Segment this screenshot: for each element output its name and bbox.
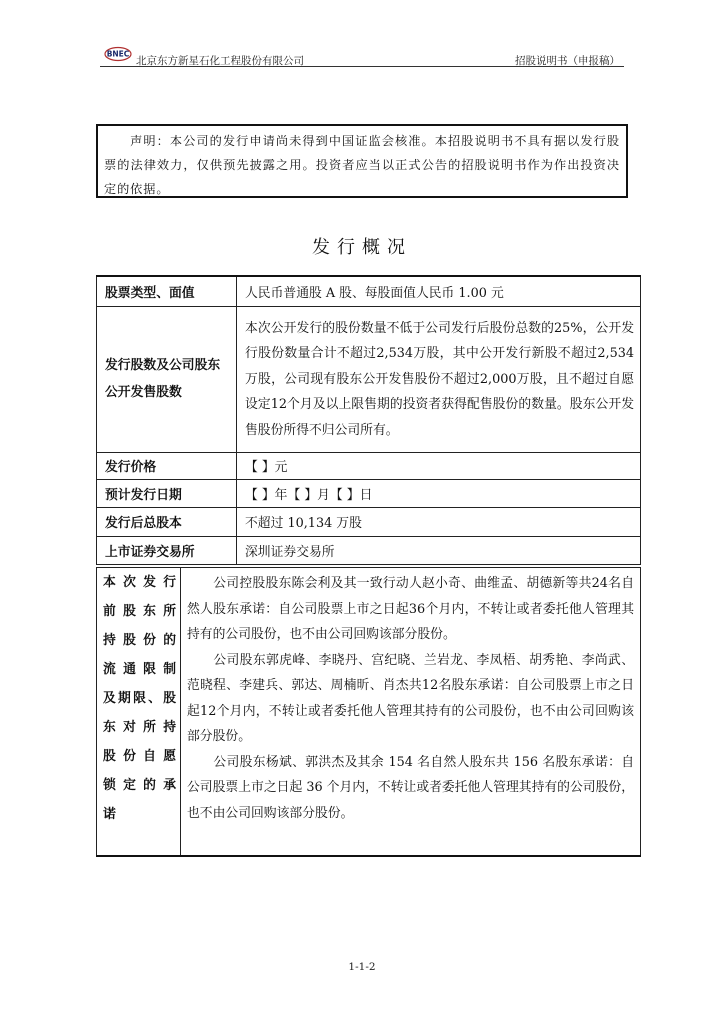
table-row: [97, 507, 641, 536]
table-row: [97, 452, 641, 479]
header-document-title: 招股说明书（申报稿）: [515, 55, 620, 67]
label-shares: 发行股数及公司股东公开发售股数: [97, 306, 237, 452]
table-row: [97, 306, 641, 452]
value-shares: 本次公开发行的股份数量不低于公司发行后股份总数的25%，公开发行股份数量合计不超过2,534万股，其中公开发行新股不超过2,534万股，公司现有股东公开发售股份不超过2,000万股，且不超过自愿设定12个月及以上限售期的投资者获得配售股份的数量。股东公开发售股份所得不归公司所有。: [237, 306, 641, 452]
header-company-name: 北京东方新星石化工程股份有限公司: [136, 55, 304, 67]
lockup-paragraph: 公司控股股东陈会利及其一致行动人赵小奇、曲维孟、胡德新等共24名自然人股东承诺：自公司股票上市之日起36个月内，不转让或者委托他人管理其持有的公司股份，也不由公司回购该部分股份。: [187, 576, 634, 642]
company-logo: [104, 46, 134, 62]
label-exchange: 上市证券交易所: [97, 536, 237, 564]
value-price: 【 】元: [237, 452, 641, 479]
table-row: [97, 568, 641, 856]
label-stock-type: 股票类型、面值: [97, 276, 237, 306]
value-lockup: [181, 568, 641, 856]
table-row: [97, 276, 641, 306]
offering-overview-table: [96, 275, 641, 565]
svg-text:BNEC: BNEC: [106, 49, 130, 59]
label-date: 预计发行日期: [97, 479, 237, 507]
lockup-table: [96, 567, 641, 857]
disclaimer-text: 声明：本公司的发行申请尚未得到中国证监会核准。本招股说明书不具有据以发行股票的法律效力，仅供预先披露之用。投资者应当以正式公告的招股说明书作为作出投资决定的依据。: [104, 134, 620, 196]
value-date: 【 】年【 】月【 】日: [237, 479, 641, 507]
disclaimer-box: [96, 124, 628, 198]
value-stock-type: 人民币普通股 A 股、每股面值人民币 1.00 元: [237, 276, 641, 306]
lockup-paragraph: 公司股东郭虎峰、李晓丹、宫纪晓、兰岩龙、李凤梧、胡秀艳、李尚武、范晓程、李建兵、郭达、周楠昕、肖杰共12名股东承诺：自公司股票上市之日起12个月内，不转让或者委托他人管理其持有的公司股份，也不由公司回购该部分股份。: [187, 652, 634, 744]
lockup-paragraph: 公司股东杨斌、郭洪杰及其余 154 名自然人股东共 156 名股东承诺：自公司股票上市之日起 36 个月内，不转让或者委托他人管理其持有的公司股份，也不由公司回购该部分股份。: [187, 754, 634, 821]
label-lockup: 本次发行 前股东所 持股份的 流通限制 及期限、股 东对所持 股份自愿 锁定的承 诺: [97, 568, 181, 856]
value-total-shares: 不超过 10,134 万股: [237, 507, 641, 536]
page-number: 1-1-2: [348, 961, 376, 973]
table-row: [97, 479, 641, 507]
page-header: [100, 46, 624, 68]
value-exchange: 深圳证券交易所: [237, 536, 641, 564]
table-row: [97, 536, 641, 564]
label-total-shares: 发行后总股本: [97, 507, 237, 536]
label-price: 发行价格: [97, 452, 237, 479]
header-rule: [100, 66, 624, 67]
page-title: 发行概况: [312, 237, 412, 258]
